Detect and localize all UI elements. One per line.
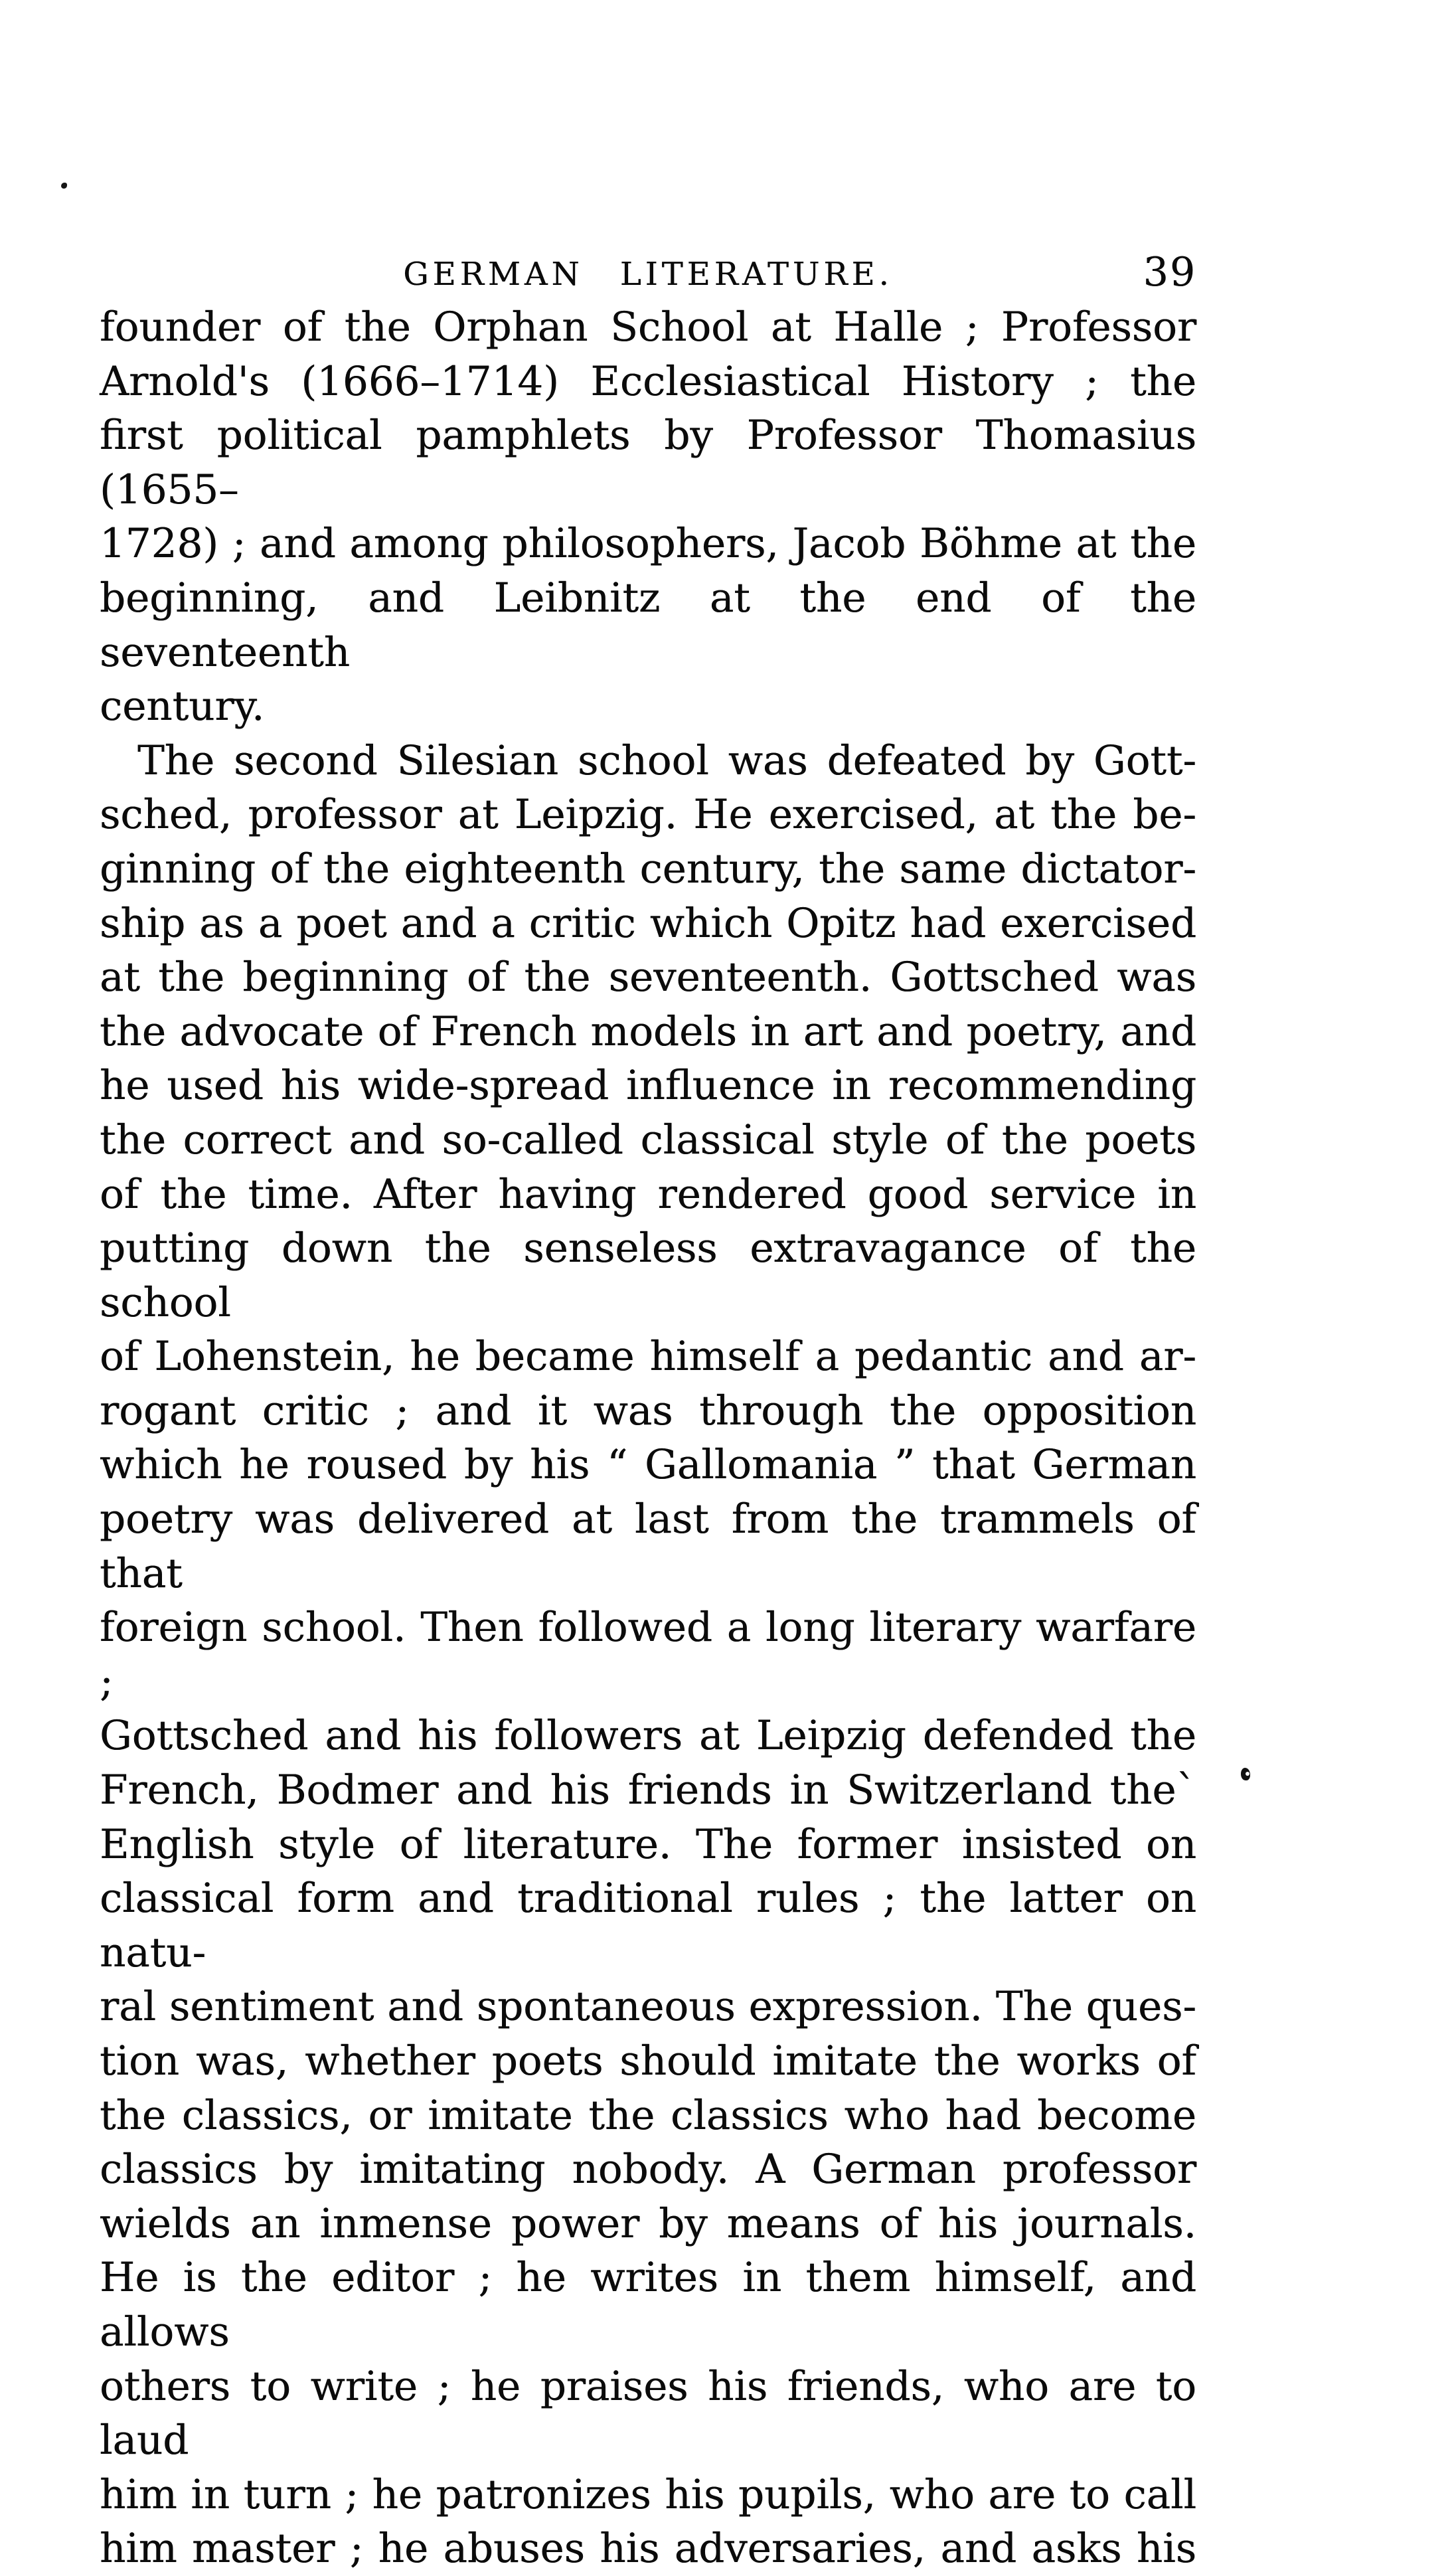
text-line: first political pamphlets by Professor Thomasius (1655– <box>100 412 1196 513</box>
body-text <box>100 300 1196 2576</box>
text-line: him master ; he abuses his adversaries, and asks his <box>100 2525 1196 2573</box>
text-line: 1728) ; and among philosophers, Jacob Böhme at the <box>100 520 1196 568</box>
text-line: ral sentiment and spontaneous expression. The ques- <box>100 1983 1196 2031</box>
text-line: him in turn ; he patronizes his pupils, who are to call <box>100 2470 1196 2518</box>
text-line: of the time. After having rendered good service in <box>100 1170 1196 1218</box>
page-title: GERMAN LITERATURE. <box>403 256 893 293</box>
text-line: Gottsched and his followers at Leipzig defended the <box>100 1712 1196 1760</box>
text-line: English style of literature. The former insisted on <box>100 1820 1196 1868</box>
text-line: others to write ; he praises his friends, who are to laud <box>100 2362 1196 2464</box>
text-line: of Lohenstein, he became himself a pedantic and ar- <box>100 1333 1196 1381</box>
text-line: ship as a poet and a critic which Opitz had exercised <box>100 899 1196 947</box>
text-line: classics by imitating nobody. A German professor <box>100 2146 1196 2193</box>
text-line: The second Silesian school was defeated by Gott- <box>137 736 1196 784</box>
text-line: which he roused by his “ Gallomania ” that German <box>100 1441 1196 1489</box>
text-line: the correct and so-called classical style of the poets <box>100 1116 1196 1163</box>
text-line: Arnold's (1666–1714) Ecclesiastical History ; the <box>100 357 1196 405</box>
text-line: rogant critic ; and it was through the opposition <box>100 1387 1196 1434</box>
text-line: at the beginning of the seventeenth. Gottsched was <box>100 954 1196 1001</box>
text-line: the classics, or imitate the classics who had become <box>100 2091 1196 2139</box>
text-line: putting down the senseless extravagance of the school <box>100 1225 1196 1326</box>
text-line: tion was, whether poets should imitate the works of <box>100 2037 1196 2085</box>
text-line: the advocate of French models in art and poetry, and <box>100 1007 1196 1055</box>
text-line: beginning, and Leibnitz at the end of the seventeenth <box>100 574 1196 676</box>
text-line: foreign school. Then followed a long literary warfare ; <box>100 1604 1196 1705</box>
ink-blot-right-margin <box>1241 1768 1250 1780</box>
text-line: classical form and traditional rules ; the latter on natu- <box>100 1875 1196 1976</box>
running-header <box>100 249 1196 302</box>
text-line: he used his wide-spread influence in recommending <box>100 1062 1196 1110</box>
text-line: ginning of the eighteenth century, the same dictator- <box>100 845 1196 893</box>
text-line: century. <box>100 683 265 730</box>
text-line: French, Bodmer and his friends in Switzerland the` <box>100 1766 1196 1814</box>
page-number: 39 <box>1143 249 1196 296</box>
ink-speck-top-left <box>61 183 67 189</box>
text-line: poetry was delivered at last from the trammels of that <box>100 1496 1196 1597</box>
text-line: founder of the Orphan School at Halle ; Professor <box>100 303 1196 351</box>
text-line: sched, professor at Leipzig. He exercised, at the be- <box>100 791 1196 839</box>
text-line: wields an inmense power by means of his journals. <box>100 2199 1196 2247</box>
text-line: He is the editor ; he writes in them himself, and allows <box>100 2254 1196 2356</box>
